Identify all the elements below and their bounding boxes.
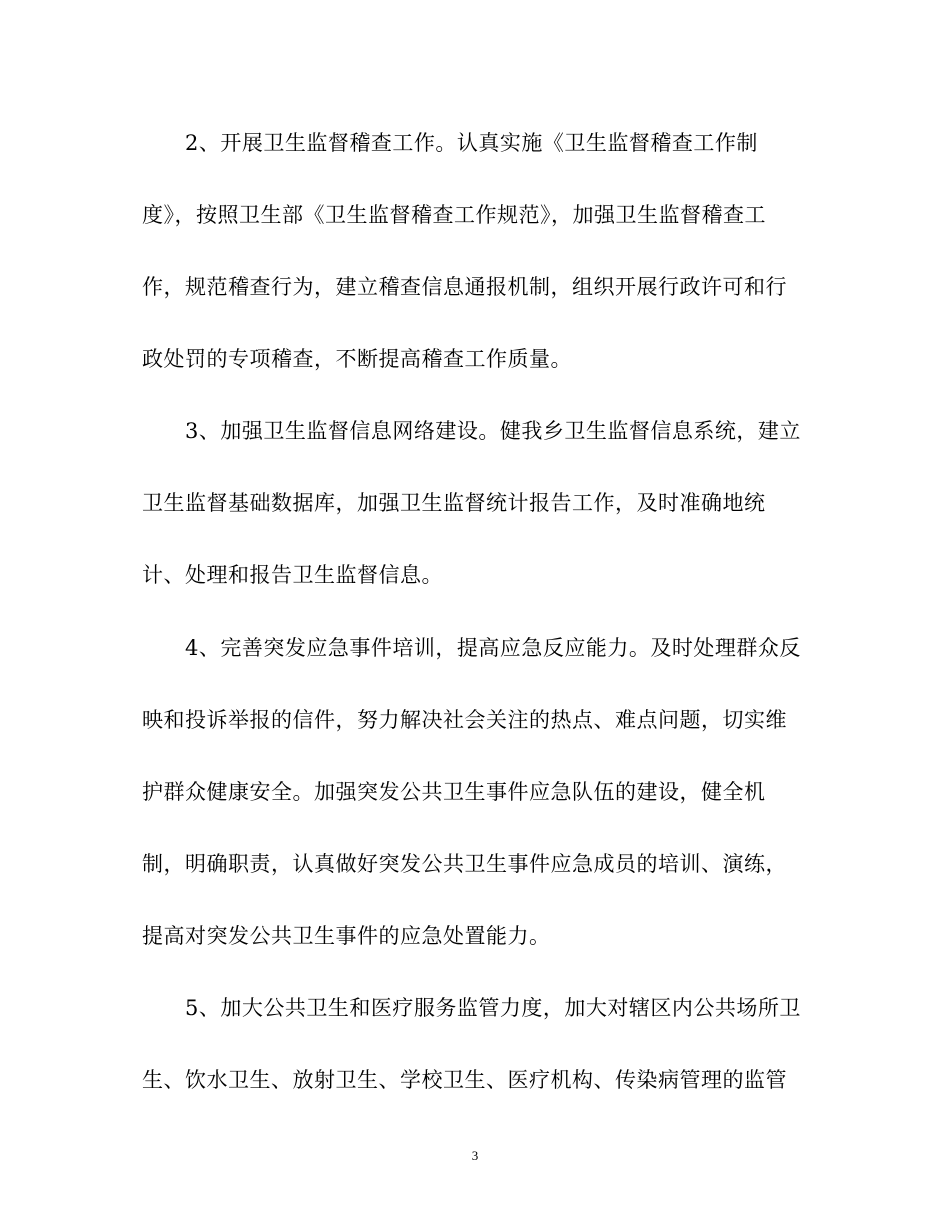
text-line: 卫生监督基础数据库，加强卫生监督统计报告工作，及时准确地统 xyxy=(142,491,766,515)
text-line: 提高对突发公共卫生事件的应急处置能力。 xyxy=(142,924,551,948)
text-line: 生、饮水卫生、放射卫生、学校卫生、医疗机构、传染病管理的监管 xyxy=(142,1068,787,1092)
page-number: 3 xyxy=(471,1148,479,1163)
text-line: 4、完善突发应急事件培训，提高应急反应能力。及时处理群众反 xyxy=(142,636,801,660)
text-line: 2、开展卫生监督稽查工作。认真实施《卫生监督稽查工作制 xyxy=(142,131,758,155)
text-line: 作，规范稽查行为，建立稽查信息通报机制，组织开展行政许可和行 xyxy=(142,275,787,299)
text-line: 护群众健康安全。加强突发公共卫生事件应急队伍的建设，健全机 xyxy=(142,780,766,804)
text-line: 5、加大公共卫生和医疗服务监管力度，加大对辖区内公共场所卫 xyxy=(142,996,801,1020)
text-line: 3、加强卫生监督信息网络建设。健我乡卫生监督信息系统，建立 xyxy=(142,419,801,443)
text-line: 计、处理和报告卫生监督信息。 xyxy=(142,563,443,587)
text-line: 制，明确职责，认真做好突发公共卫生事件应急成员的培训、演练， xyxy=(142,852,787,876)
text-line: 政处罚的专项稽查，不断提高稽查工作质量。 xyxy=(142,347,572,371)
text-line: 度》，按照卫生部《卫生监督稽查工作规范》，加强卫生监督稽查工 xyxy=(142,203,766,227)
text-line: 映和投诉举报的信件，努力解决社会关注的热点、难点问题，切实维 xyxy=(142,708,787,732)
